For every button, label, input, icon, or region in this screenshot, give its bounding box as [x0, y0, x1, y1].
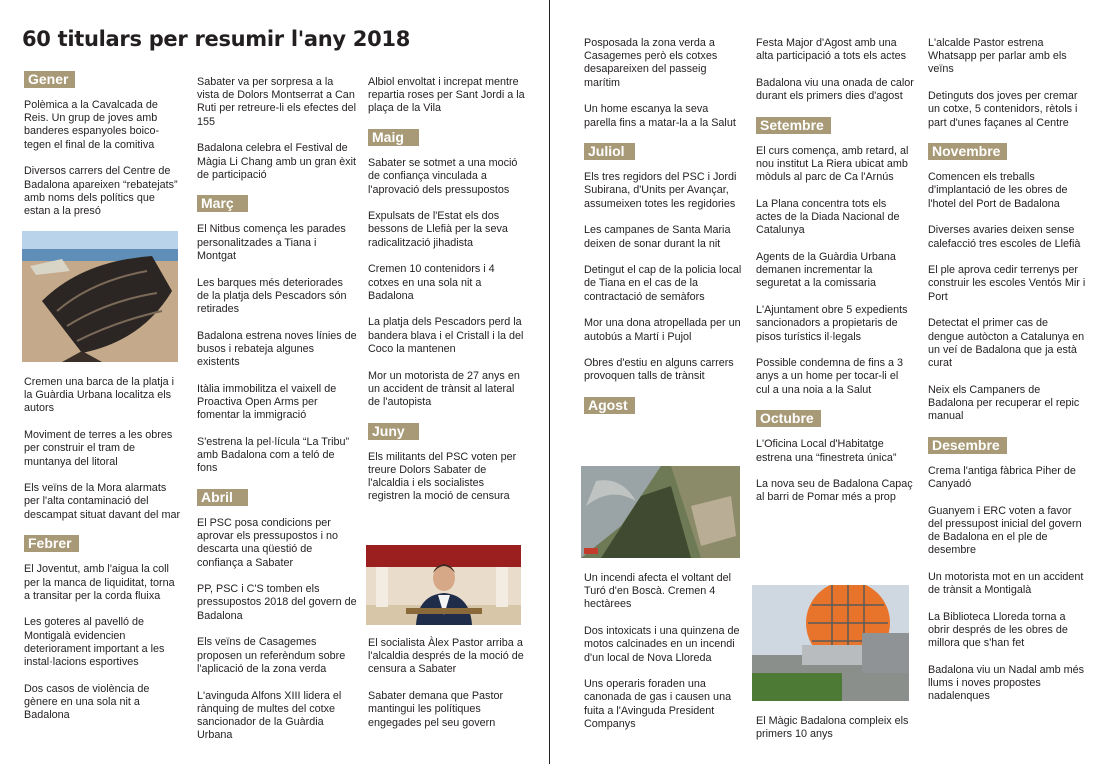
column-5 [756, 37, 914, 518]
headline: Les campanes de Santa Maria deixen de sonar durant la nit [584, 224, 731, 250]
section-setembre: Setembre [756, 117, 831, 134]
headline: Cremen una barca de la platja i la Guàrdia Urbana localitza els autors [24, 376, 175, 415]
headline: El Joventut, amb l'aigua la coll per la manca de liquiditat, torna a transitar per la corda fluixa [24, 563, 175, 602]
headline: PP, PSC i C'S tomben els pressupostos 2018 del govern de Badalona [197, 583, 357, 622]
headline: Expulsats de l'Estat els dos bessons de Llefià per la seva radicalització jihadista [368, 210, 508, 249]
page-title: 60 titulars per resumir l'any 2018 [22, 27, 411, 51]
column-3-bottom [368, 637, 528, 743]
headline: Cremen 10 contenidors i 4 cotxes en una sola nit a Badalona [368, 263, 495, 302]
column-6 [928, 37, 1086, 717]
headline: Sabater se sotmet a una moció de confiança vinculada a l'aprovació dels pressupostos [368, 157, 518, 196]
headline: La Plana concentra tots els actes de la Diada Nacional de Catalunya [756, 197, 900, 237]
headline: Polèmica a la Cavalcada de Reis. Un grup de joves amb banderes espanyoles boicotegen el final de la comitiva [24, 99, 160, 151]
headline: Badalona viu una onada de calor durant els primers dies d'agost [756, 76, 914, 103]
headline: El curs comença, amb retard, al nou institut La Riera ubicat amb mòduls al parc de Ca l'Arnús [756, 144, 909, 184]
headline: El Nitbus comença les parades personalitzades a Tiana i Montgat [197, 223, 346, 262]
headline: La nova seu de Badalona Capaç al barri de Pomar més a prop [756, 478, 913, 504]
headline: Els veïns de la Mora alarmats per l'alta contaminació del descampat situat davant del mar [24, 482, 181, 521]
column-3 [368, 76, 528, 517]
section-febrer: Febrer [24, 535, 79, 552]
headline: Comencen els treballs d'implantació de les obres de l'hotel del Port de Badalona [928, 171, 1068, 210]
headline: Dos intoxicats i una quinzena de motos calcinades en un incendi d'un local de Nova Lloreda [584, 625, 740, 664]
magic-badalona-image [752, 585, 909, 701]
section-agost: Agost [584, 397, 635, 414]
photo-alex-pastor [366, 545, 521, 625]
column-1-bottom [24, 376, 182, 736]
headline: El ple aprova cedir terrenys per construir les escoles Ventós Mir i Port [928, 264, 1086, 303]
headline: Obres d'estiu en alguns carrers provoquen talls de trànsit [584, 357, 734, 383]
headline: L'alcalde Pastor estrena Whatsapp per parlar amb els veïns [928, 37, 1067, 76]
column-2 [197, 76, 357, 756]
headline: Agents de la Guàrdia Urbana demanen incrementar la seguretat a la comissaria [756, 251, 896, 290]
headline: L'Ajuntament obre 5 expedients sancionadors a propietaris de pisos turístics il·legals [756, 304, 908, 343]
headline: Detinguts dos joves per cremar un cotxe, 5 contenidors, rètols i part d'unes façanes al Centre [928, 90, 1078, 129]
headline: Un incendi afecta el voltant del Turó d'en Boscà. Cremen 4 hectàrees [584, 572, 732, 611]
section-maig: Maig [368, 129, 419, 146]
headline: Diversos carrers del Centre de Badalona apareixen “rebatejats” amb noms dels polítics que estan a la presó [24, 165, 178, 217]
headline: Un home escanya la seva parella fins a matar-la a la Salut [584, 103, 736, 129]
headline: Moviment de terres a les obres per construir el tram de muntanya del litoral [24, 429, 173, 468]
headline: El PSC posa condicions per aprovar els pressupostos i no descarta una qüestió de confiança a Sabater [197, 516, 339, 569]
headline: El socialista Àlex Pastor arriba a l'alcaldia després de la moció de censura a Sabater [368, 637, 524, 676]
section-marc: Març [197, 195, 248, 212]
headline: L'avinguda Alfons XIII lidera el rànquing de multes del cotxe sancionador de la Guàrdia Urbana [197, 689, 342, 742]
column-4-bottom [584, 572, 742, 745]
section-gener: Gener [24, 71, 75, 88]
headline: Detectat el primer cas de dengue autòcton a Catalunya en un veí de Badalona que ja està curat [928, 317, 1085, 369]
headline: Un motorista mot en un accident de trànsit a Montigalà [928, 570, 1084, 597]
headline: La Biblioteca Lloreda torna a obrir després de les obres de millora que s'han fet [928, 610, 1068, 650]
headline: Els veïns de Casagemes proposen un referèndum sobre l'aplicació de la zona verda [197, 636, 346, 675]
section-desembre: Desembre [928, 437, 1007, 454]
headline: Les barques més deteriorades de la platja dels Pescadors són retirades [197, 276, 347, 315]
section-novembre: Novembre [928, 143, 1007, 160]
headline: Sabater demana que Pastor mantingui les polítiques engegades pel seu govern [368, 690, 504, 729]
headline: Possible condemna de fins a 3 anys a un home per tocar-li el cul a una noia a la Salut [756, 357, 904, 396]
section-abril: Abril [197, 489, 248, 506]
mayor-photo-image [366, 545, 521, 625]
headline: Badalona celebra el Festival de Màgia Li Chang amb un gran èxit de participació [197, 142, 357, 181]
column-4 [584, 37, 742, 425]
section-juny: Juny [368, 423, 419, 440]
headline: Detingut el cap de la policia local de Tiana en el cas de la contractació de semàfors [584, 264, 742, 303]
column-1 [24, 71, 182, 232]
headline: Mor un motorista de 27 anys en un accident de trànsit al lateral de l'autopista [368, 369, 520, 408]
photo-forest-fire [581, 466, 740, 558]
burned-boat-image [22, 231, 178, 362]
headline: El Màgic Badalona compleix els primers 10 anys [756, 715, 909, 741]
headline: Badalona viu un Nadal amb més llums i noves propostes nadalenques [928, 664, 1085, 703]
headline: Itàlia immobilitza el vaixell de Proactiva Open Arms per fomentar la immigració [197, 382, 337, 422]
headline: Crema l'antiga fàbrica Piher de Canyadó [928, 464, 1076, 490]
headline: Neix els Campaners de Badalona per recuperar el repic manual [928, 383, 1080, 423]
headline: Dos casos de violència de gènere en una sola nit a Badalona [24, 682, 150, 722]
headline: Els militants del PSC voten per treure Dolors Sabater de l'alcaldia i els socialistes registren la moció de censura [368, 450, 517, 503]
headline: Uns operaris foraden una canonada de gas i causen una fuita a l'Avinguda President Companys [584, 678, 732, 730]
column-5-bottom [756, 715, 914, 755]
headline: Albiol envoltat i increpat mentre repartia roses per Sant Jordi a la plaça de la Vila [368, 76, 525, 115]
page-spine [549, 0, 550, 764]
headline: L'Oficina Local d'Habitatge estrena una “finestreta única” [756, 438, 897, 464]
headline: Les goteres al pavelló de Montigalà evidencien deteriorament important a les instal·lacions esportives [24, 616, 165, 669]
photo-magic-badalona [752, 585, 909, 701]
headline: Els tres regidors del PSC i Jordi Subirana, d'Units per Avançar, assumeixen totes les regidories [584, 171, 737, 210]
headline: Posposada la zona verda a Casagemes però els cotxes desapareixen del passeig marítim [584, 37, 718, 89]
headline: S'estrena la pel·lícula “La Tribu” amb Badalona com a teló de fons [197, 435, 350, 475]
photo-burned-boat [22, 231, 178, 362]
headline: Diverses avaries deixen sense calefacció tres escoles de Llefià [928, 224, 1081, 250]
headline: Sabater va per sorpresa a la vista de Dolors Montserrat a Can Ruti per retreure-li els efectes del 155 [197, 76, 357, 128]
headline: Mor una dona atropellada per un autobús a Martí i Pujol [584, 317, 741, 343]
section-octubre: Octubre [756, 410, 821, 427]
headline: Guanyem i ERC voten a favor del pressupost inicial del govern de Badalona en el ple de desembre [928, 504, 1082, 557]
section-juliol: Juliol [584, 143, 635, 160]
headline: La platja dels Pescadors perd la bandera blava i el Cristall i la del Coco la mantenen [368, 316, 524, 355]
forest-fire-image [581, 466, 740, 558]
headline: Festa Major d'Agost amb una alta participació a tots els actes [756, 37, 907, 63]
headline: Badalona estrena noves línies de busos i rebateja algunes existents [197, 329, 357, 369]
